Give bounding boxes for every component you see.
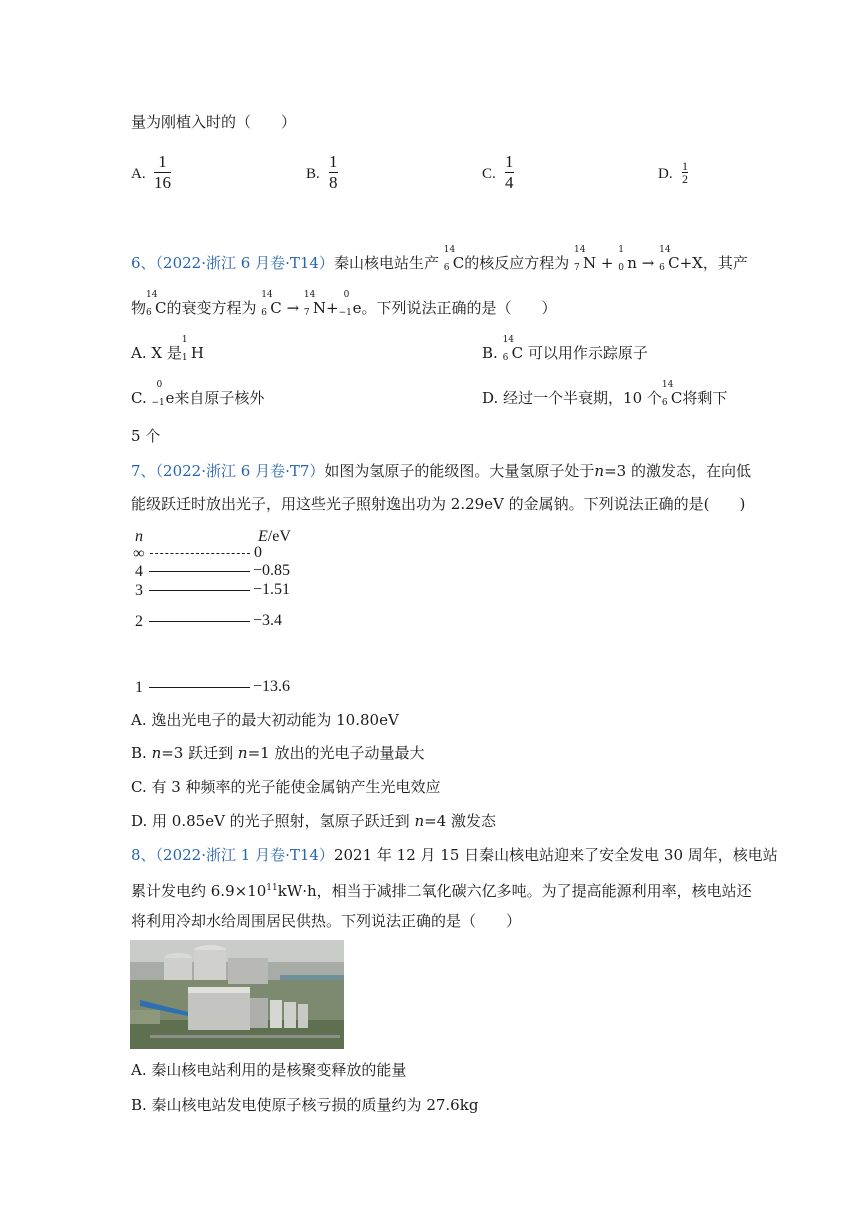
q6-number: 6、 [131,254,156,272]
level-line-infinity [150,553,250,554]
q5-option-b-fraction: 1 8 [329,152,338,192]
level-n-4: 4 [135,563,143,580]
q6-line-2: 物 14 6 C的衰变方程为 14 6 C → 14 7 N+ 0 −1 e。下列说法正确的是（ ） [131,290,557,318]
q5-option-c-fraction: 1 4 [505,152,514,192]
level-e-infinity: 0 [254,544,262,561]
q6-option-d-continued: 5 个 [131,427,161,445]
q7-source-tag: （2022·浙江 6 月卷·T7） [155,462,325,480]
level-e-1: −13.6 [253,678,291,695]
diagram-e-header: E/eV [258,528,291,545]
q7-option-b: B. n=3 跃迁到 n=1 放出的光电子动量最大 [131,744,425,762]
nuclide-electron: 0 −1 e [338,290,362,318]
level-e-3: −1.51 [253,581,291,598]
q7-option-a: A. 逸出光电子的最大初动能为 10.80eV [131,711,399,729]
level-n-1: 1 [135,679,143,696]
q5-option-a-fraction: 1 16 [154,152,171,192]
q5-option-c: C. [482,166,496,182]
nuclide-n14: 14 7 N [574,245,597,273]
q7-option-c: C. 有 3 种频率的光子能使金属钠产生光电效应 [131,778,441,796]
q8-line-3: 将利用冷却水给周围居民供热。下列说法正确的是（ ） [131,912,522,930]
nuclide-c14-decay: 14 6 C [146,290,167,318]
level-line-2 [149,621,250,622]
level-n-2: 2 [135,613,143,630]
q6-option-b: B. 14 6 C 可以用作示踪原子 [482,335,648,363]
q5-stem-tail: 量为刚植入时的（ ） [131,113,297,131]
q6-option-a: A. X 是 1 1 H [131,335,204,363]
q8-option-b: B. 秦山核电站发电使原子核亏损的质量约为 27.6kg [131,1096,479,1114]
q7-option-d: D. 用 0.85eV 的光子照射，氢原子跃迁到 n=4 激发态 [131,812,497,830]
q6-source-tag: （2022·浙江 6 月卷·T14） [155,254,334,272]
level-line-1 [149,687,250,688]
q7-line-1: 7、（2022·浙江 6 月卷·T7）如图为氢原子的能级图。大量氢原子处于n=3 的激发态，在向低 [131,462,751,480]
nuclide-c14-product: 14 6 C [659,245,680,273]
diagram-n-header: n [135,528,143,545]
nuclear-plant-photo [130,940,344,1049]
level-line-4 [149,571,250,572]
q5-option-d-fraction: 1 2 [682,159,688,186]
q5-option-a: A. [131,166,146,182]
q6-option-d: D. 经过一个半衰期，10 个 14 6 C将剩下 [482,380,728,408]
q7-number: 7、 [131,462,156,480]
q8-option-a: A. 秦山核电站利用的是核聚变释放的能量 [131,1061,407,1079]
q8-line-2: 累计发电约 $6.9\times 10^{11}kW\cdot h$，相当于减排二氧化碳六亿多吨。为了提高能源利用率，核电站还 [131,882,752,900]
level-line-3 [149,590,250,591]
nuclide-neutron: 1 0 n [618,245,637,273]
level-e-2: −3.4 [253,612,283,629]
q7-line-2: 能级跃迁时放出光子，用这些光子照射逸出功为 2.29eV 的金属钠。下列说法正确的是( ) [131,495,746,513]
level-n-infinity: ∞ [133,545,145,562]
q6-option-c: C. 0 −1 e来自原子核外 [131,380,265,408]
q5-option-b: B. [306,166,320,182]
nuclide-c14: 14 6 C [443,245,465,273]
q5-option-d: D. [658,166,673,182]
q8-number: 8、 [131,846,156,864]
q8-source-tag: （2022·浙江 1 月卷·T14） [155,846,334,864]
level-n-3: 3 [135,582,143,599]
q8-line-1: 8、（2022·浙江 1 月卷·T14）2021 年 12 月 15 日秦山核电站迎来了安全发电 30 周年，核电站 [131,846,778,864]
q6-line-1: 6、（2022·浙江 6 月卷·T14）秦山核电站生产 14 6 C的核反应方程为 14 7 N + 1 0 n → 14 6 C+X，其产 [131,245,748,273]
level-e-4: −0.85 [253,562,291,579]
